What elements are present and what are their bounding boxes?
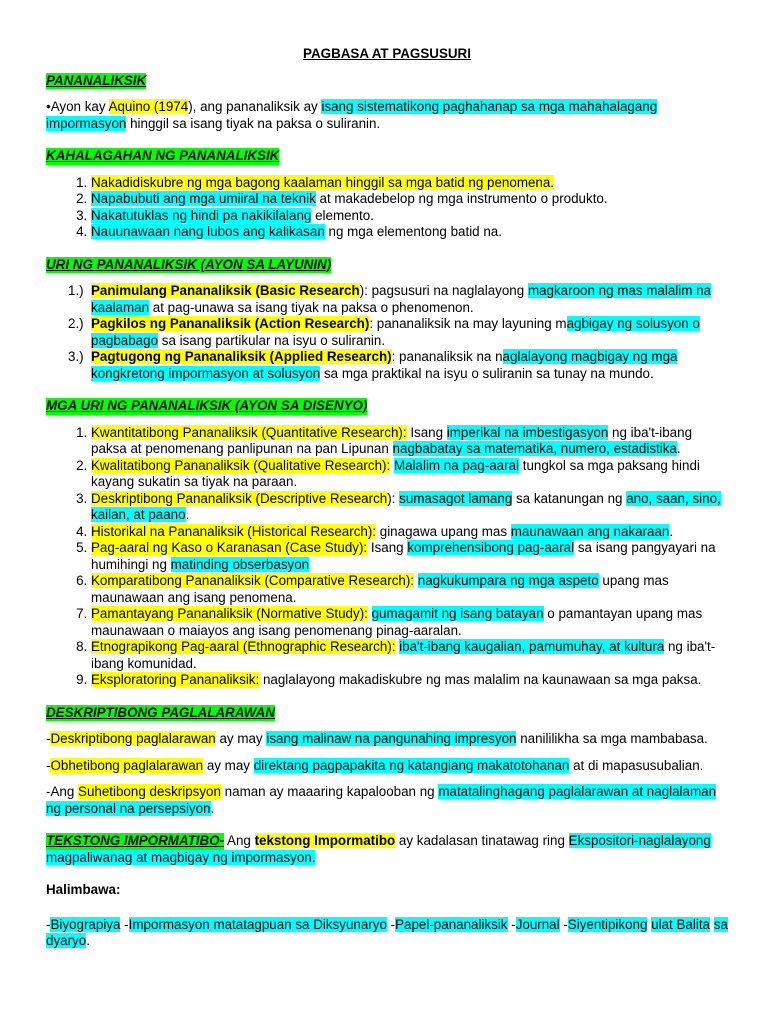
text: - bbox=[46, 757, 51, 773]
highlight-yellow: Pagtugong ng Pananaliksik (Applied Research) bbox=[91, 349, 392, 364]
highlight-cyan: Nauunawaan nang lubos ang kalikasan bbox=[91, 224, 325, 239]
paragraph bbox=[46, 731, 728, 748]
highlight-yellow: Aquino (1974 bbox=[108, 99, 189, 114]
heading-tekstong-impormatibo: TEKSTONG IMPORMATIBO- bbox=[46, 833, 225, 848]
heading-uri-disenyo: MGA URI NG PANANALIKSIK (AYON SA DISENYO) bbox=[46, 398, 368, 413]
text: - bbox=[46, 916, 51, 932]
highlight-cyan: direktang pagpapakita ng katangiang makatotohanan bbox=[253, 757, 570, 773]
text: . bbox=[86, 933, 90, 948]
text: •Ayon kay bbox=[46, 99, 109, 114]
highlight-yellow: Pag-aaral ng Kaso o Karanasan (Case Study): bbox=[91, 540, 368, 555]
highlight-cyan: Papel-pananaliksik bbox=[395, 916, 508, 932]
document-title: PAGBASA AT PAGSUSURI bbox=[303, 46, 471, 61]
highlight-yellow: Suhetibong deskripsyon bbox=[78, 784, 221, 799]
list-item bbox=[91, 672, 728, 689]
list-item bbox=[91, 191, 728, 208]
highlight-cyan: Malalim na pag-aaral bbox=[393, 457, 519, 473]
highlight-cyan: imperikal na imbestigasyon bbox=[446, 424, 609, 440]
uri-disenyo-list bbox=[46, 425, 728, 689]
text: . bbox=[669, 523, 674, 539]
highlight-cyan: agbigay ng solusyon o pagbabago bbox=[91, 316, 700, 348]
list-item bbox=[91, 175, 728, 192]
highlight-yellow: Kwalitatibong Pananaliksik (Qualitative Research): bbox=[91, 457, 391, 473]
highlight-cyan: nagkukumpara ng mga aspeto bbox=[417, 573, 599, 588]
heading-pananaliksik: PANANALIKSIK bbox=[46, 72, 147, 88]
text: . bbox=[210, 800, 215, 816]
text: - bbox=[386, 916, 396, 932]
list-item bbox=[68, 316, 728, 349]
text: at pag-unawa sa isang tiyak na paksa o phenomenon. bbox=[149, 299, 474, 315]
list-item bbox=[68, 283, 728, 316]
highlight-yellow: Obhetibong paglalarawan bbox=[50, 757, 204, 773]
highlight-yellow: Deskriptibong paglalarawan bbox=[50, 731, 216, 746]
highlight-cyan: matinding obserbasyon bbox=[170, 556, 310, 572]
list-item bbox=[91, 224, 728, 241]
section-uri-layunin bbox=[46, 257, 728, 383]
section-halimbawa bbox=[46, 882, 728, 950]
heading-kahalagahan: KAHALAGAHAN NG PANANALIKSIK bbox=[46, 148, 280, 163]
text: . bbox=[676, 441, 681, 456]
text: sa isang pangyayari na humihingi ng bbox=[91, 540, 716, 572]
text: ng mga elementong batid na. bbox=[324, 224, 502, 239]
highlight-cyan: sa bbox=[713, 916, 728, 932]
text: -Ang bbox=[46, 784, 79, 799]
highlight-yellow: Kwantitatibong Pananaliksik (Quantitative Research): bbox=[91, 424, 407, 440]
highlight-cyan: Journal bbox=[515, 916, 560, 932]
list-item bbox=[91, 208, 728, 225]
text: Isang bbox=[406, 424, 447, 440]
highlight-cyan: Napabubuti ang mga umiiral na teknik bbox=[91, 191, 316, 206]
list-item bbox=[68, 349, 728, 382]
list-item bbox=[91, 573, 728, 606]
text: Ang bbox=[224, 833, 255, 848]
text: - bbox=[46, 731, 51, 746]
list-item bbox=[91, 425, 728, 458]
highlight-cyan: dyaryo bbox=[46, 933, 87, 948]
highlight-yellow: tekstong Impormatibo bbox=[254, 833, 396, 848]
highlight-cyan: aglalayong magbigay ng mga kongkretong impormasyon at solusyon bbox=[91, 349, 678, 381]
list-item bbox=[91, 639, 728, 672]
text: upang mas maunawaan ang isang penomena. bbox=[91, 573, 669, 605]
text: elemento. bbox=[311, 207, 374, 223]
highlight-cyan: Impormasyon matatagpuan sa Diksyunaryo bbox=[128, 916, 387, 932]
highlight-cyan: iba't-ibang kaugalian, pamumuhay, at kultura bbox=[399, 639, 665, 654]
paragraph bbox=[46, 784, 728, 817]
highlight-cyan: nagbabatay sa matematika, numero, estadistika bbox=[392, 441, 677, 456]
heading-uri-layunin: URI NG PANANALIKSIK (AYON SA LAYUNIN) bbox=[46, 256, 332, 272]
text: ay kadalasan tinatawag ring bbox=[395, 833, 569, 848]
text: : pananaliksik na n bbox=[391, 349, 503, 364]
list-item bbox=[91, 458, 728, 491]
highlight-yellow: Panimulang Pananaliksik (Basic Research bbox=[91, 283, 360, 298]
text: sa katanungan ng bbox=[512, 490, 627, 506]
text: ), ang pananaliksik ay bbox=[188, 99, 322, 114]
highlight-yellow: Historikal na Pananaliksik (Historical Research): bbox=[91, 523, 377, 539]
text: o pamantayan upang mas maunawaan o maiayos ang isang penomenang pinag-aaralan. bbox=[91, 606, 703, 638]
list-item bbox=[91, 540, 728, 573]
text: ginagawa upang mas bbox=[376, 523, 511, 539]
highlight-cyan: sumasagot lamang bbox=[399, 490, 513, 506]
uri-layunin-list bbox=[46, 283, 728, 382]
text: - bbox=[559, 916, 568, 932]
text: : pananaliksik na may layuning m bbox=[369, 316, 567, 331]
list-item bbox=[91, 524, 728, 541]
highlight-yellow: Eksploratoring Pananaliksik: bbox=[91, 672, 260, 687]
section-kahalagahan bbox=[46, 148, 728, 241]
highlight-cyan: ulat Balita bbox=[651, 916, 710, 932]
section-pananaliksik bbox=[46, 73, 728, 133]
list-item bbox=[91, 606, 728, 639]
highlight-cyan: Ekspositori-naglalayong magpaliwanag at magbigay ng impormasyon. bbox=[46, 833, 711, 865]
section-deskriptibong-paglalarawan bbox=[46, 705, 728, 818]
highlight-cyan: gumagamit ng isang batayan bbox=[371, 606, 544, 621]
highlight-cyan: komprehensibong pag-aaral bbox=[407, 540, 575, 555]
highlight-cyan: Siyentipikong bbox=[567, 916, 648, 932]
highlight-yellow: Nakadidiskubre ng mga bagong kaalaman hinggil sa mga batid ng penomena. bbox=[91, 174, 555, 190]
highlight-yellow: Deskriptibong Pananaliksik (Descriptive Research bbox=[91, 490, 388, 506]
highlight-cyan: isang malinaw na pangunahing impresyon bbox=[266, 731, 517, 746]
halimbawa-label: Halimbawa: bbox=[46, 882, 121, 897]
text: sa mga praktikal na isyu o suliranin sa tunay na mundo. bbox=[320, 365, 654, 381]
list-number: 3.) bbox=[68, 349, 84, 364]
text: ng iba't-ibang komunidad. bbox=[91, 639, 716, 671]
heading-deskriptibong-paglalarawan: DESKRIPTIBONG PAGLALARAWAN bbox=[46, 704, 275, 720]
paragraph bbox=[46, 758, 728, 775]
paragraph bbox=[46, 833, 728, 866]
text: naglalayong makadiskubre ng mas malalim na kaunawaan sa mga paksa. bbox=[259, 672, 702, 687]
section-uri-disenyo bbox=[46, 398, 728, 689]
text: - bbox=[507, 916, 516, 932]
text: ): bbox=[387, 490, 400, 506]
text: at makadebelop ng mga instrumento o produkto. bbox=[315, 191, 608, 206]
text: nanililikha sa mga mambabasa. bbox=[516, 731, 708, 746]
text: at di mapasusubalian. bbox=[569, 757, 704, 773]
kahalagahan-list bbox=[46, 175, 728, 241]
text: Isang bbox=[367, 540, 408, 555]
text: hinggil sa isang tiyak na paksa o suliranin. bbox=[126, 115, 381, 131]
highlight-yellow: Pagkilos ng Pananaliksik (Action Research) bbox=[91, 316, 370, 331]
examples-paragraph bbox=[46, 917, 728, 950]
highlight-cyan: isang sistematikong paghahanap sa mga mahahalagang impormasyon bbox=[46, 99, 658, 131]
highlight-cyan: ano, saan, sino, kailan, at paano bbox=[91, 490, 721, 522]
list-number: 2.) bbox=[68, 316, 84, 331]
definition-paragraph bbox=[46, 99, 728, 132]
highlight-yellow: Pamantayang Pananaliksik (Normative Study): bbox=[91, 606, 368, 621]
text: ): pagsusuri na naglalayong bbox=[359, 283, 528, 298]
text: . bbox=[185, 507, 190, 522]
text: - bbox=[120, 916, 129, 932]
text: sa isang partikular na isyu o suliranin. bbox=[158, 332, 386, 348]
highlight-cyan: matatalinghagang paglalarawan at naglalaman ng personal na persepsiyon bbox=[46, 784, 717, 816]
highlight-cyan: magkaroon ng mas malalim na kaalaman bbox=[91, 283, 712, 315]
text: naman ay maaaring kapalooban ng bbox=[220, 784, 439, 799]
list-item bbox=[91, 491, 728, 524]
list-number: 1.) bbox=[68, 283, 84, 298]
text: ay may bbox=[215, 731, 267, 746]
text: ng iba't-ibang paksa at penomenang panlipunan na pan Lipunan bbox=[91, 424, 693, 456]
highlight-cyan: maunawaan ang nakaraan bbox=[510, 523, 670, 539]
highlight-cyan: Nakatutuklas ng hindi pa nakikilalang bbox=[91, 207, 312, 223]
highlight-yellow: Komparatibong Pananaliksik (Comparative Research): bbox=[91, 573, 415, 588]
highlight-yellow: Etnograpikong Pag-aaral (Ethnographic Research): bbox=[91, 639, 396, 654]
text: ay may bbox=[203, 757, 254, 773]
highlight-cyan: Biyograpiya bbox=[50, 916, 121, 932]
text: tungkol sa mga paksang hindi kayang sukatin sa tiyak na paraan. bbox=[91, 457, 700, 489]
section-tekstong-impormatibo bbox=[46, 833, 728, 866]
